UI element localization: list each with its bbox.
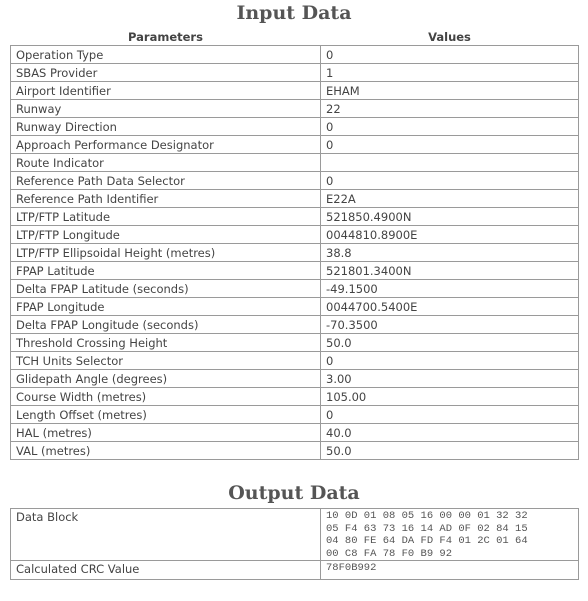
value-cell: 0044810.8900E [321, 226, 579, 244]
parameter-cell: LTP/FTP Latitude [11, 208, 321, 226]
value-cell: 22 [321, 100, 579, 118]
value-cell: 50.0 [321, 334, 579, 352]
value-cell: 0 [321, 352, 579, 370]
parameter-cell: LTP/FTP Longitude [11, 226, 321, 244]
data-block-value: 10 0D 01 08 05 16 00 00 01 32 32 05 F4 63 73 16 14 AD 0F 02 84 15 04 80 FE 64 DA FD F4 01 2C 01 64 00 C8 FA 78 F0 B9 92 [321, 509, 579, 561]
value-cell: 0 [321, 172, 579, 190]
parameter-cell: Reference Path Identifier [11, 190, 321, 208]
value-cell: 105.00 [321, 388, 579, 406]
value-cell: 40.0 [321, 424, 579, 442]
output-data-title: Output Data [228, 482, 360, 504]
table-row [11, 388, 579, 406]
value-cell: 0 [321, 118, 579, 136]
value-cell: 38.8 [321, 244, 579, 262]
table-row [11, 334, 579, 352]
parameter-cell: LTP/FTP Ellipsoidal Height (metres) [11, 244, 321, 262]
table-row [11, 370, 579, 388]
table-row [11, 172, 579, 190]
value-cell: 0 [321, 406, 579, 424]
parameter-cell: VAL (metres) [11, 442, 321, 460]
table-row [11, 100, 579, 118]
crc-value: 78F0B992 [321, 561, 579, 580]
parameter-cell: Reference Path Data Selector [11, 172, 321, 190]
input-data-title: Input Data [236, 2, 352, 24]
parameter-cell: Length Offset (metres) [11, 406, 321, 424]
table-row [11, 82, 579, 100]
parameter-cell: Route Indicator [11, 154, 321, 172]
table-row [11, 154, 579, 172]
parameter-cell: SBAS Provider [11, 64, 321, 82]
value-cell [321, 154, 579, 172]
output-data-table [10, 508, 579, 580]
value-cell: 521850.4900N [321, 208, 579, 226]
table-row [11, 298, 579, 316]
value-cell: 1 [321, 64, 579, 82]
table-row [11, 442, 579, 460]
table-row [11, 424, 579, 442]
data-block-row [11, 509, 579, 561]
table-row [11, 352, 579, 370]
parameter-cell: Delta FPAP Longitude (seconds) [11, 316, 321, 334]
table-row [11, 280, 579, 298]
parameter-cell: Runway Direction [11, 118, 321, 136]
table-row [11, 262, 579, 280]
value-cell: E22A [321, 190, 579, 208]
value-cell: 521801.3400N [321, 262, 579, 280]
table-row [11, 226, 579, 244]
table-row [11, 190, 579, 208]
table-row [11, 316, 579, 334]
table-row [11, 64, 579, 82]
values-header: Values [428, 29, 471, 44]
parameter-cell: HAL (metres) [11, 424, 321, 442]
parameter-cell: Approach Performance Designator [11, 136, 321, 154]
table-row [11, 136, 579, 154]
value-cell: EHAM [321, 82, 579, 100]
value-cell: -70.3500 [321, 316, 579, 334]
parameter-cell: FPAP Longitude [11, 298, 321, 316]
table-row [11, 406, 579, 424]
table-header-row [11, 28, 579, 46]
parameter-cell: Airport Identifier [11, 82, 321, 100]
table-row [11, 46, 579, 64]
crc-label: Calculated CRC Value [11, 561, 321, 580]
parameter-cell: Runway [11, 100, 321, 118]
value-cell: 0 [321, 136, 579, 154]
parameters-header: Parameters [128, 29, 203, 44]
data-block-label: Data Block [11, 509, 321, 561]
value-cell: 50.0 [321, 442, 579, 460]
value-cell: 0044700.5400E [321, 298, 579, 316]
table-row [11, 118, 579, 136]
crc-row [11, 561, 579, 580]
parameter-cell: FPAP Latitude [11, 262, 321, 280]
parameter-cell: Delta FPAP Latitude (seconds) [11, 280, 321, 298]
input-data-table [10, 28, 579, 460]
value-cell: -49.1500 [321, 280, 579, 298]
table-row [11, 244, 579, 262]
parameter-cell: Threshold Crossing Height [11, 334, 321, 352]
parameter-cell: Glidepath Angle (degrees) [11, 370, 321, 388]
value-cell: 0 [321, 46, 579, 64]
parameter-cell: Operation Type [11, 46, 321, 64]
parameter-cell: TCH Units Selector [11, 352, 321, 370]
value-cell: 3.00 [321, 370, 579, 388]
table-row [11, 208, 579, 226]
parameter-cell: Course Width (metres) [11, 388, 321, 406]
